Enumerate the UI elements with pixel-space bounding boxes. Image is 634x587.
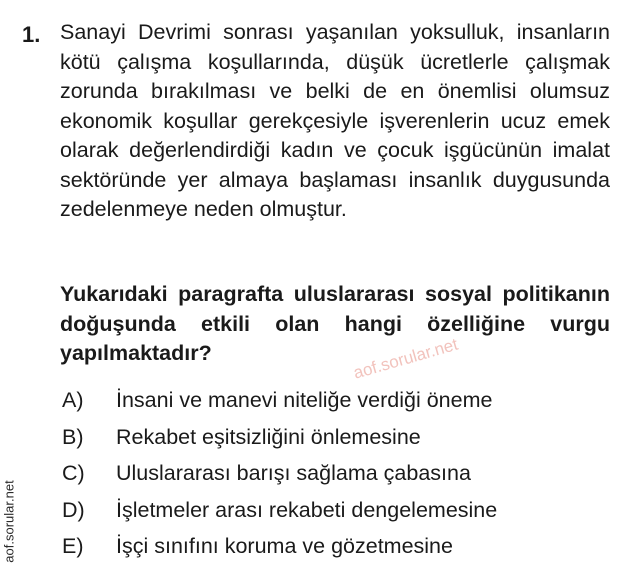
option-text: İnsani ve manevi niteliğe verdiği öneme xyxy=(116,388,493,412)
question-number: 1. xyxy=(22,22,41,47)
answer-options xyxy=(62,385,602,568)
option-label: D) xyxy=(62,497,85,522)
watermark: aof.sorular.net xyxy=(351,334,461,383)
question-prompt: Yukarıdaki paragrafta uluslararası sosyal politikanın doğuşunda etkili olan hangi özelliğine vurgu yapılmaktadır? xyxy=(60,282,610,365)
option-label: A) xyxy=(62,388,84,412)
option-d[interactable] xyxy=(62,495,602,532)
question-paragraph: Sanayi Devrimi sonrası yaşanılan yoksulluk, insanların kötü çalışma koşullarında, düşük ücretlerle çalışmak zorunda bırakılması ve belki de en önemlisi olumsuz ekonomik koşullar gerekçesiyle işverenlerin ucuz emek olarak değerlendirdiği kadın ve çocuk işgücünün imalat sektöründe yer almaya başlaması insanlık duygusunda zedelenmeye neden olmuştur. xyxy=(60,20,610,221)
option-label: E) xyxy=(62,534,84,558)
option-label: B) xyxy=(62,424,84,449)
option-text: İşçi sınıfını koruma ve gözetmesine xyxy=(116,534,453,558)
option-text: Uluslararası barışı sağlama çabasına xyxy=(116,461,471,485)
option-label: C) xyxy=(62,461,85,485)
option-a[interactable] xyxy=(62,385,602,422)
option-text: İşletmeler arası rekabeti dengelemesine xyxy=(116,497,498,522)
side-watermark: aof.sorular.net xyxy=(1,480,17,563)
option-e[interactable] xyxy=(62,531,602,568)
option-b[interactable] xyxy=(62,422,602,459)
option-text: Rekabet eşitsizliğini önlemesine xyxy=(116,424,421,449)
option-c[interactable] xyxy=(62,458,602,495)
